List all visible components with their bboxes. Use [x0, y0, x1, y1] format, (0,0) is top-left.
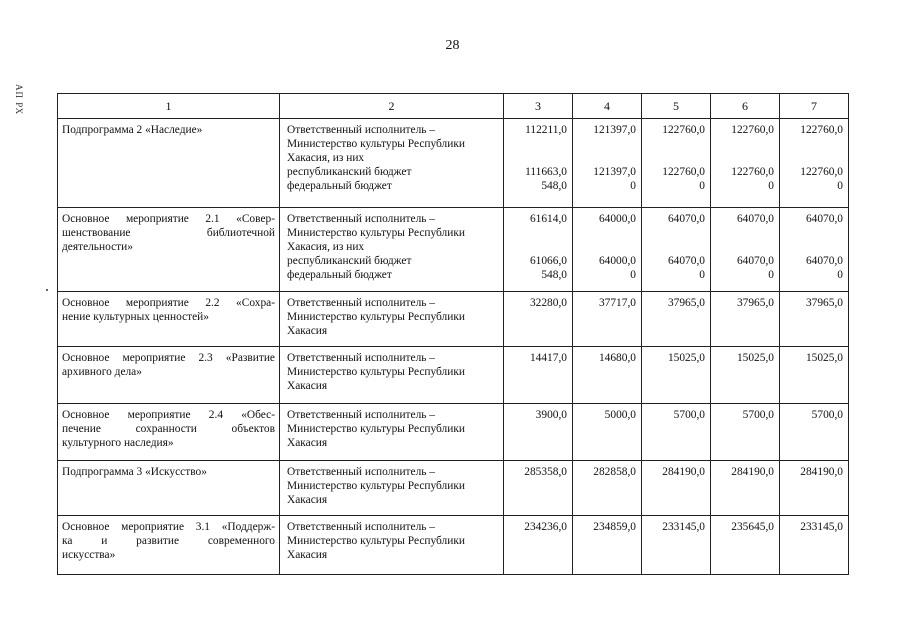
executor-cell: [280, 208, 504, 292]
program-name-line: Основное мероприятие 2.1 «Совер-: [62, 213, 275, 225]
amount-value: 0: [837, 269, 843, 281]
table-row: [58, 119, 849, 208]
spacer: [713, 226, 774, 240]
program-name-cell: [58, 208, 280, 292]
amount-cell: [573, 461, 642, 516]
program-name-line: Основное мероприятие 2.3 «Развитие: [62, 352, 275, 364]
amount-value: 61066,0: [529, 255, 567, 267]
program-name-line: ка и развитие современного: [62, 535, 275, 547]
amount-value: 64000,0: [598, 255, 636, 267]
program-name-line: Основное мероприятие 3.1 «Поддерж-: [62, 521, 275, 533]
amount-value: 121397,0: [593, 166, 636, 178]
executor-cell: [280, 404, 504, 461]
amount-cell: [711, 461, 780, 516]
amount-cell: [642, 208, 711, 292]
executor-line: федеральный бюджет: [287, 269, 392, 281]
amount-cell: [573, 404, 642, 461]
amount-value: 64000,0: [598, 213, 636, 225]
amount-cell: [642, 516, 711, 575]
spacer: [782, 226, 843, 240]
executor-line: Ответственный исполнитель –: [287, 409, 436, 421]
budget-table: [57, 93, 849, 575]
amount-value: 64070,0: [805, 213, 843, 225]
executor-line: Ответственный исполнитель –: [287, 352, 436, 364]
amount-value: 5700,0: [811, 409, 843, 421]
amount-value: 5000,0: [604, 409, 636, 421]
amount-cell: [573, 208, 642, 292]
amount-value: 61614,0: [529, 213, 567, 225]
executor-line: Ответственный исполнитель –: [287, 521, 436, 533]
spacer: [575, 137, 636, 151]
program-name-line: Основное мероприятие 2.2 «Сохра-: [62, 297, 275, 309]
spacer: [782, 137, 843, 151]
amount-value: 234859,0: [593, 521, 636, 533]
executor-cell: [280, 516, 504, 575]
amount-cell: [711, 516, 780, 575]
header-cell: 5: [642, 94, 711, 119]
program-name-line: нение культурных ценностей»: [62, 311, 209, 323]
amount-value: 37965,0: [667, 297, 705, 309]
amount-value: 3900,0: [535, 409, 567, 421]
amount-cell: [504, 516, 573, 575]
amount-cell: [642, 292, 711, 347]
executor-line: Хакасия: [287, 380, 328, 392]
amount-value: 122760,0: [800, 166, 843, 178]
spacer: [713, 240, 774, 254]
header-cell: 2: [280, 94, 504, 119]
amount-value: 37965,0: [805, 297, 843, 309]
amount-value: 284190,0: [800, 466, 843, 478]
amount-value: 0: [699, 180, 705, 192]
executor-line: Министерство культуры Республики: [287, 535, 465, 547]
amount-cell: [504, 119, 573, 208]
amount-value: 64070,0: [736, 213, 774, 225]
program-name-cell: [58, 461, 280, 516]
header-cell: 7: [780, 94, 849, 119]
header-cell: 3: [504, 94, 573, 119]
program-name-line: архивного дела»: [62, 366, 142, 378]
table-row: [58, 516, 849, 575]
amount-value: 32280,0: [529, 297, 567, 309]
header-cell: 4: [573, 94, 642, 119]
page-number: 28: [445, 38, 460, 53]
amount-value: 121397,0: [593, 124, 636, 136]
amount-cell: [711, 208, 780, 292]
amount-cell: [642, 347, 711, 404]
program-name-cell: [58, 347, 280, 404]
executor-line: Министерство культуры Республики: [287, 227, 465, 239]
table-row: [58, 347, 849, 404]
amount-value: 122760,0: [800, 124, 843, 136]
amount-value: 15025,0: [667, 352, 705, 364]
amount-value: 14680,0: [598, 352, 636, 364]
executor-line: Министерство культуры Республики: [287, 423, 465, 435]
amount-value: 284190,0: [662, 466, 705, 478]
amount-cell: [642, 461, 711, 516]
program-name-line: культурного наследия»: [62, 437, 174, 449]
amount-cell: [573, 516, 642, 575]
header-cell: 6: [711, 94, 780, 119]
amount-cell: [504, 461, 573, 516]
amount-cell: [642, 119, 711, 208]
program-name-line: искусства»: [62, 549, 116, 561]
amount-value: 0: [837, 180, 843, 192]
amount-value: 122760,0: [662, 166, 705, 178]
executor-line: Хакасия: [287, 437, 328, 449]
amount-value: 0: [768, 180, 774, 192]
amount-cell: [780, 516, 849, 575]
program-name-line: Подпрограмма 3 «Искусство»: [62, 466, 207, 478]
table-row: [58, 461, 849, 516]
table-row: [58, 404, 849, 461]
spacer: [644, 226, 705, 240]
amount-cell: [573, 347, 642, 404]
table-row: [58, 208, 849, 292]
amount-value: 64070,0: [667, 255, 705, 267]
amount-value: 64070,0: [736, 255, 774, 267]
executor-line: республиканский бюджет: [287, 255, 412, 267]
amount-value: 235645,0: [731, 521, 774, 533]
program-name-cell: [58, 119, 280, 208]
amount-cell: [780, 461, 849, 516]
spacer: [575, 240, 636, 254]
executor-line: Министерство культуры Республики: [287, 138, 465, 150]
amount-cell: [780, 347, 849, 404]
spacer: [506, 240, 567, 254]
amount-cell: [573, 119, 642, 208]
amount-value: 0: [699, 269, 705, 281]
amount-value: 548,0: [541, 269, 567, 281]
amount-cell: [780, 404, 849, 461]
amount-value: 5700,0: [673, 409, 705, 421]
spacer: [644, 240, 705, 254]
amount-cell: [504, 404, 573, 461]
amount-value: 0: [630, 269, 636, 281]
amount-value: 37965,0: [736, 297, 774, 309]
amount-value: 233145,0: [662, 521, 705, 533]
amount-value: 5700,0: [742, 409, 774, 421]
executor-line: Ответственный исполнитель –: [287, 297, 436, 309]
executor-cell: [280, 461, 504, 516]
executor-line: Министерство культуры Республики: [287, 366, 465, 378]
amount-cell: [711, 119, 780, 208]
spacer: [782, 151, 843, 165]
executor-line: Министерство культуры Республики: [287, 480, 465, 492]
executor-cell: [280, 119, 504, 208]
amount-value: 122760,0: [662, 124, 705, 136]
amount-cell: [573, 292, 642, 347]
spacer: [575, 151, 636, 165]
amount-value: 122760,0: [731, 124, 774, 136]
amount-cell: [711, 292, 780, 347]
header-row: [58, 94, 849, 119]
amount-value: 0: [630, 180, 636, 192]
amount-value: 37717,0: [598, 297, 636, 309]
amount-cell: [780, 119, 849, 208]
program-name-cell: [58, 292, 280, 347]
spacer: [713, 137, 774, 151]
margin-dot: [46, 289, 48, 291]
spacer: [713, 151, 774, 165]
executor-line: Хакасия: [287, 494, 328, 506]
amount-cell: [711, 404, 780, 461]
amount-value: 282858,0: [593, 466, 636, 478]
program-name-line: печение сохранности объектов: [62, 423, 275, 435]
amount-value: 284190,0: [731, 466, 774, 478]
executor-line: Хакасия, из них: [287, 152, 365, 164]
program-name-cell: [58, 404, 280, 461]
amount-value: 14417,0: [529, 352, 567, 364]
executor-line: федеральный бюджет: [287, 180, 392, 192]
header-cell: 1: [58, 94, 280, 119]
spacer: [575, 226, 636, 240]
amount-value: 112211,0: [525, 124, 567, 136]
amount-value: 64070,0: [805, 255, 843, 267]
amount-value: 122760,0: [731, 166, 774, 178]
program-name-line: Основное мероприятие 2.4 «Обес-: [62, 409, 275, 421]
executor-line: Хакасия: [287, 325, 328, 337]
amount-value: 0: [768, 269, 774, 281]
amount-value: 15025,0: [736, 352, 774, 364]
executor-line: Ответственный исполнитель –: [287, 124, 436, 136]
executor-line: Хакасия, из них: [287, 241, 365, 253]
amount-value: 234236,0: [524, 521, 567, 533]
spacer: [782, 240, 843, 254]
executor-line: Ответственный исполнитель –: [287, 466, 436, 478]
amount-value: 548,0: [541, 180, 567, 192]
executor-cell: [280, 347, 504, 404]
amount-cell: [504, 208, 573, 292]
spacer: [644, 137, 705, 151]
spacer: [506, 137, 567, 151]
amount-value: 285358,0: [524, 466, 567, 478]
side-archive-mark: АП РХ: [14, 84, 24, 116]
amount-value: 15025,0: [805, 352, 843, 364]
executor-cell: [280, 292, 504, 347]
executor-line: Хакасия: [287, 549, 328, 561]
program-name-line: шенствование библиотечной: [62, 227, 275, 239]
amount-cell: [642, 404, 711, 461]
amount-value: 64070,0: [667, 213, 705, 225]
amount-cell: [711, 347, 780, 404]
amount-cell: [504, 292, 573, 347]
spacer: [506, 226, 567, 240]
spacer: [506, 151, 567, 165]
executor-line: республиканский бюджет: [287, 166, 412, 178]
amount-value: 111663,0: [525, 166, 567, 178]
amount-value: 233145,0: [800, 521, 843, 533]
amount-cell: [780, 292, 849, 347]
program-name-cell: [58, 516, 280, 575]
program-name-line: Подпрограмма 2 «Наследие»: [62, 124, 203, 136]
amount-cell: [780, 208, 849, 292]
program-name-line: деятельности»: [62, 241, 133, 253]
executor-line: Ответственный исполнитель –: [287, 213, 436, 225]
executor-line: Министерство культуры Республики: [287, 311, 465, 323]
amount-cell: [504, 347, 573, 404]
table-row: [58, 292, 849, 347]
spacer: [644, 151, 705, 165]
